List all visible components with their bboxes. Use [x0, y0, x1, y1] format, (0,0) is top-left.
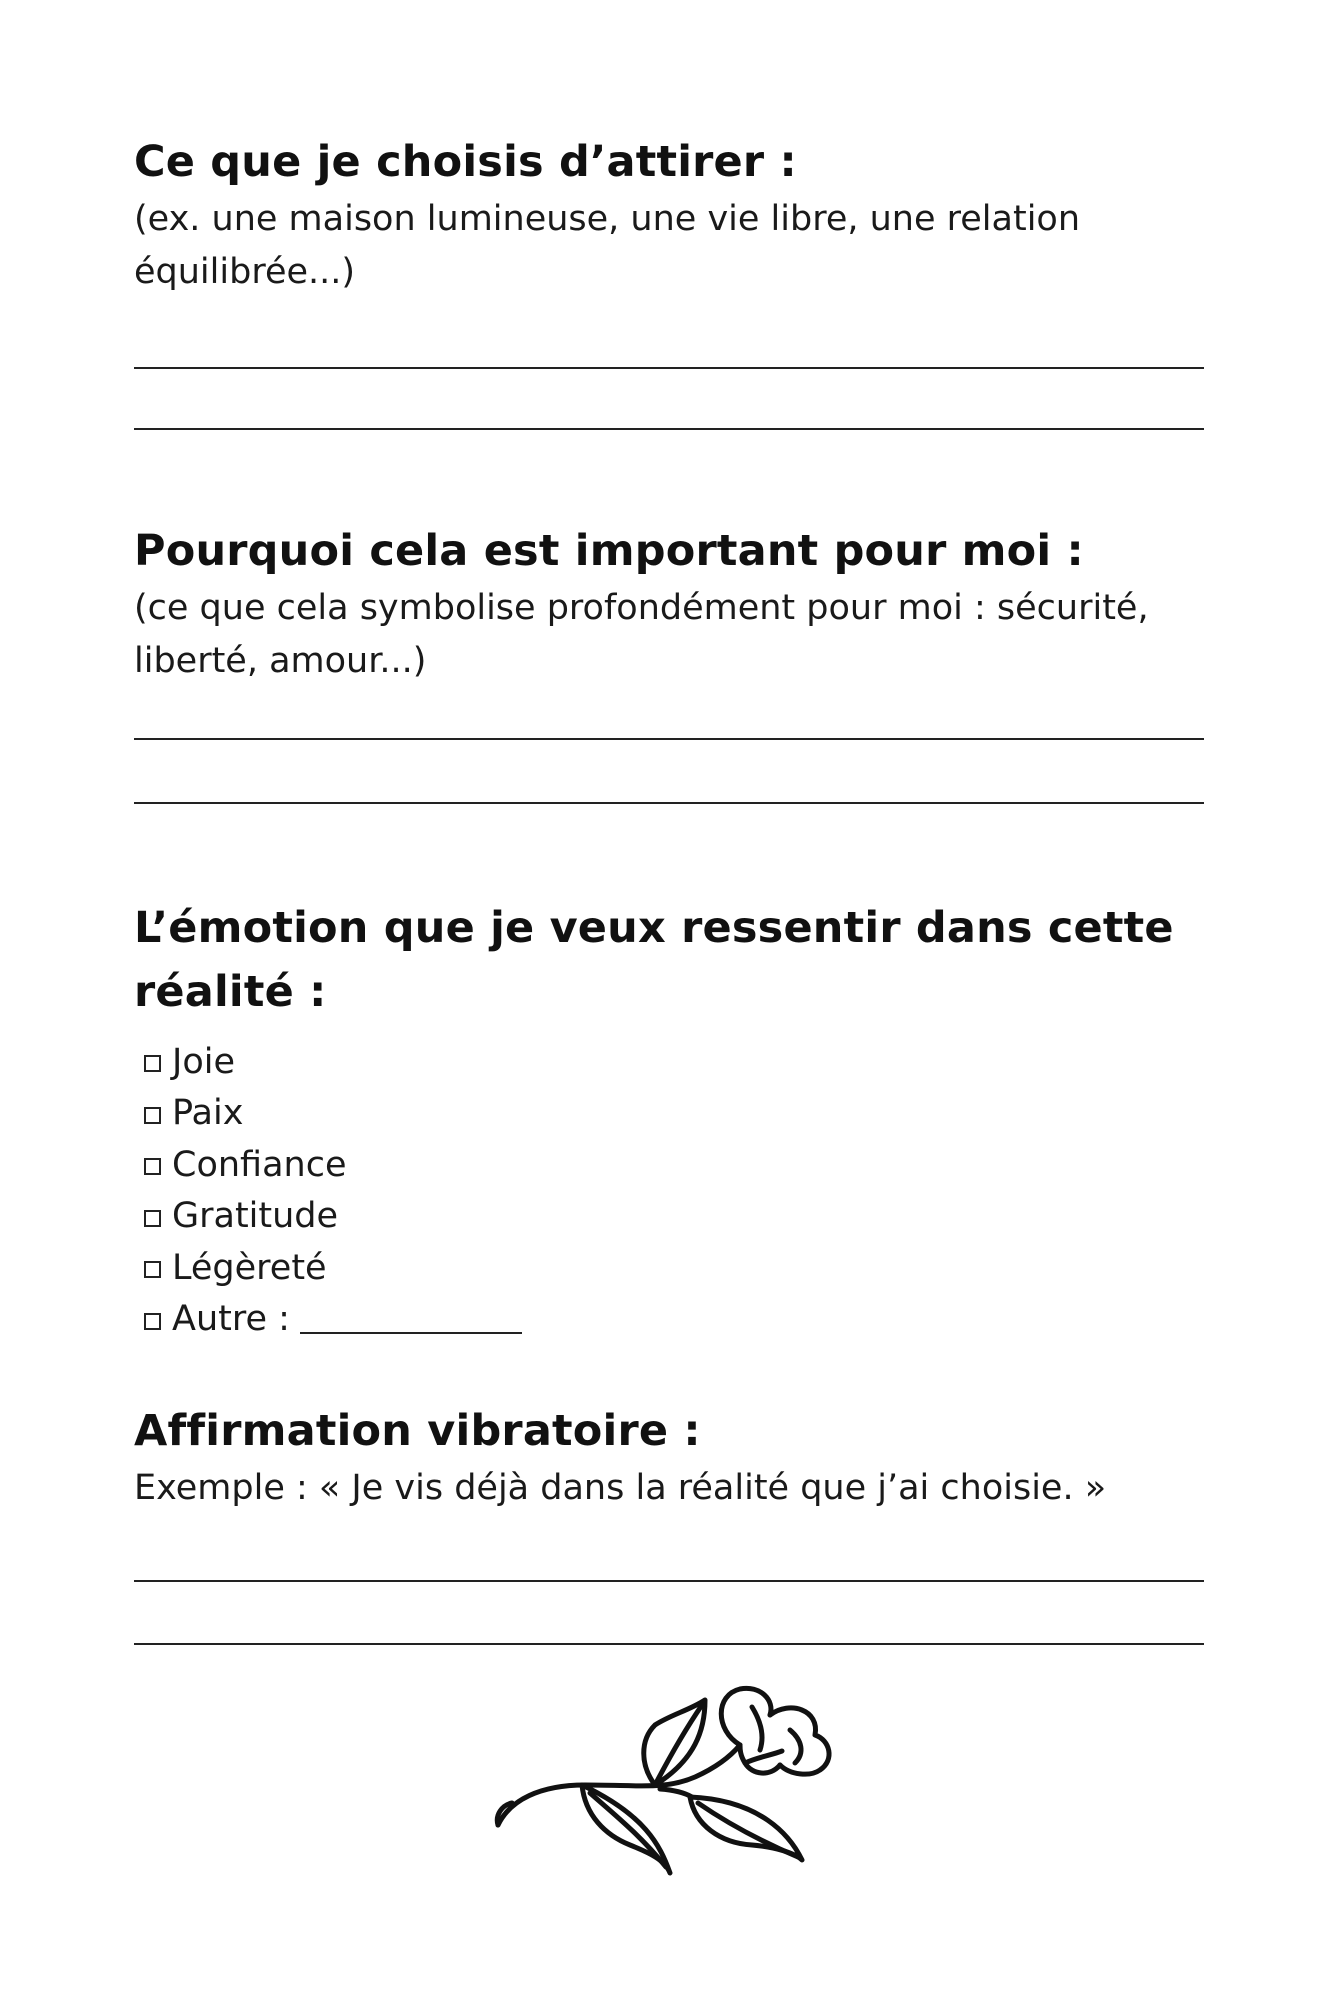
emotion-option-label: Joie — [172, 1041, 235, 1082]
write-line-affirmation-2[interactable] — [134, 1643, 1204, 1645]
emotion-option-label: Paix — [172, 1093, 244, 1134]
emotion-option-legerete[interactable] — [144, 1242, 522, 1294]
checkbox-icon[interactable] — [144, 1210, 161, 1227]
checkbox-icon[interactable] — [144, 1313, 161, 1330]
write-line-affirmation-1[interactable] — [134, 1580, 1204, 1582]
write-line-attract-2[interactable] — [134, 428, 1204, 430]
heading-importance: Pourquoi cela est important pour moi : — [134, 526, 1084, 576]
emotion-option-gratitude[interactable] — [144, 1191, 522, 1243]
rose-line-art-icon — [490, 1685, 850, 1885]
checkbox-icon[interactable] — [144, 1107, 161, 1124]
emotion-option-label: Légèreté — [172, 1247, 327, 1288]
emotion-option-label: Autre : — [172, 1299, 290, 1340]
heading-affirmation: Affirmation vibratoire : — [134, 1406, 701, 1456]
write-line-attract-1[interactable] — [134, 367, 1204, 369]
checkbox-icon[interactable] — [144, 1055, 161, 1072]
emotion-checklist — [144, 1036, 522, 1345]
hint-affirmation: Exemple : « Je vis déjà dans la réalité que j’ai choisie. » — [134, 1468, 1107, 1508]
emotion-option-confiance[interactable] — [144, 1139, 522, 1191]
emotion-option-autre[interactable] — [144, 1294, 522, 1346]
emotion-option-label: Gratitude — [172, 1196, 339, 1237]
other-emotion-blank[interactable] — [300, 1332, 522, 1334]
emotion-option-label: Confiance — [172, 1144, 347, 1185]
heading-emotion: L’émotion que je veux ressentir dans cette réalité : — [134, 903, 1174, 1017]
emotion-option-joie[interactable] — [144, 1036, 522, 1088]
write-line-importance-2[interactable] — [134, 802, 1204, 804]
hint-importance: (ce que cela symbolise profondément pour moi : sécurité, liberté, amour...) — [134, 588, 1149, 681]
write-line-importance-1[interactable] — [134, 738, 1204, 740]
hint-attract: (ex. une maison lumineuse, une vie libre, une relation équilibrée...) — [134, 199, 1081, 292]
checkbox-icon[interactable] — [144, 1158, 161, 1175]
checkbox-icon[interactable] — [144, 1261, 161, 1278]
emotion-option-paix[interactable] — [144, 1088, 522, 1140]
heading-attract: Ce que je choisis d’attirer : — [134, 137, 797, 187]
